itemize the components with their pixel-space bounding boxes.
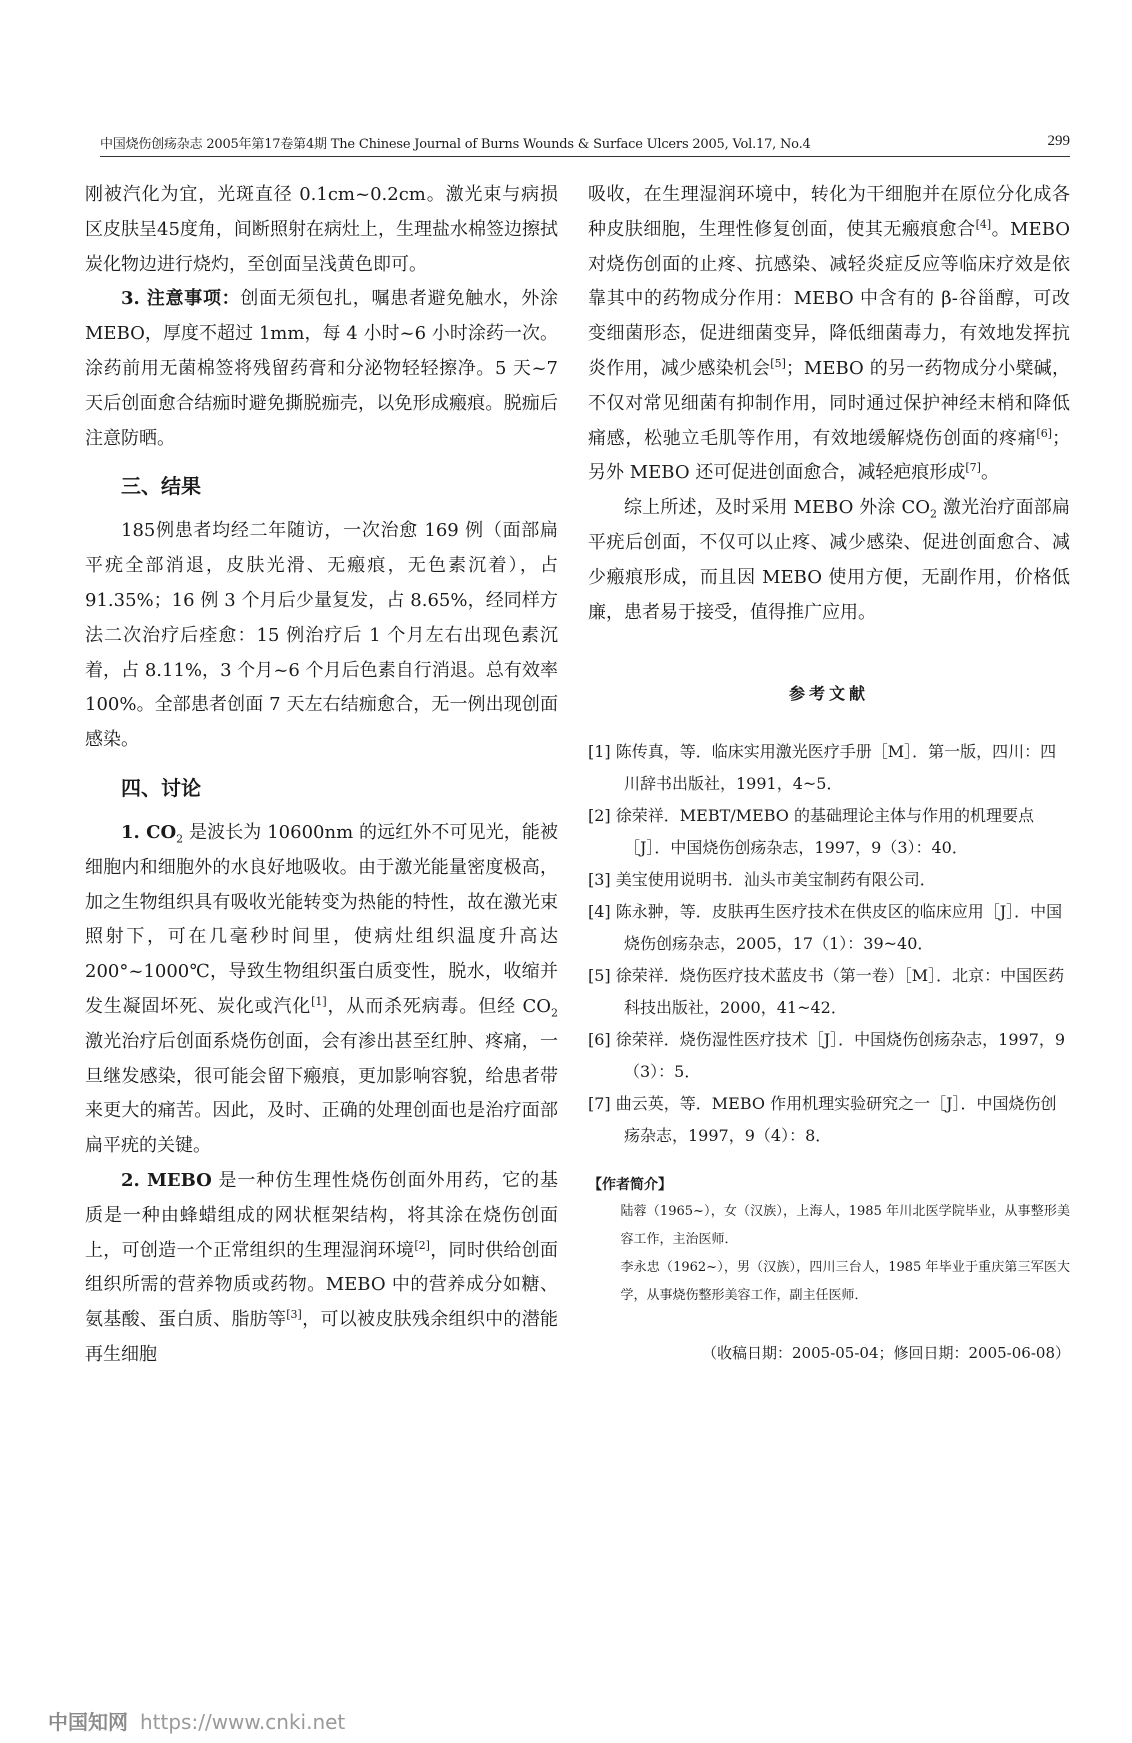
citation-1: [1] xyxy=(311,994,327,1008)
co2-text-b: ，从而杀死病毒。但经 CO xyxy=(326,995,551,1017)
paragraph-continuation: 刚被汽化为宜，光斑直径 0.1cm~0.2cm。激光束与病损区皮肤呈45度角，间断照射在病灶上，生理盐水棉签边擦拭炭化物边进行烧灼，至创面呈浅黄色即可。 xyxy=(85,184,558,275)
author-bio-heading: 【作者简介】 xyxy=(588,1177,672,1194)
co2-subscript-2: 2 xyxy=(551,1006,558,1020)
reference-item: [5] 徐荣祥．烧伤医疗技术蓝皮书（第一卷）［M］．北京：中国医药科技出版社，2000，41~42． xyxy=(588,966,1065,1018)
co2-text-a: 是波长为 10600nm 的远红外不可见光，能被细胞内和细胞外的水良好地吸收。由于激光能量密度极高，加之生物组织具有吸收光能转变为热能的特性，故在激光束照射下，可在几毫秒时间里，使病灶组织温度升高达 200°~1000℃，导致生物组织蛋白质变性，脱水，收缩并发生凝固坏死、炭化或汽化 xyxy=(85,821,558,1017)
co2-text-c: 激光治疗后创面系烧伤创面，会有渗出甚至红肿、疼痛，一旦继发感染，很可能会留下瘢痕，更加影响容貌，给患者带来更大的痛苦。因此，及时、正确的处理创面也是治疗面部扁平疣的关键。 xyxy=(85,1030,558,1157)
cnki-url[interactable]: https://www.cnki.net xyxy=(140,1710,346,1734)
reference-item: [4] 陈永翀，等．皮肤再生医疗技术在供皮区的临床应用［J］．中国烧伤创疡杂志，2005，17（1）：39~40． xyxy=(588,902,1063,954)
reference-item: [2] 徐荣祥．MEBT/MEBO 的基础理论主体与作用的机理要点［J］．中国烧伤创疡杂志，1997，9（3）：40． xyxy=(588,806,1034,858)
mebo-cont-b: 。MEBO 对烧伤创面的止疼、抗感染、减轻炎症反应等临床疗效是依靠其中的药物成分作用：MEBO 中含有的 β-谷甾醇，可改变细菌形态，促进细菌变异，降低细菌毒力，有效地发挥抗炎作用，减少感染机会 xyxy=(588,218,1071,379)
mebo-cont-e: 。 xyxy=(980,462,999,484)
header-rule xyxy=(100,156,1070,157)
citation-4: [4] xyxy=(975,217,992,231)
co2-subscript: 2 xyxy=(176,832,184,846)
cnki-brand: 中国知网 xyxy=(48,1710,128,1734)
mebo-cont-c: ；MEBO 的另一药物成分小檗碱，不仅对常见细菌有抑制作用，同时通过保护神经末梢和降低痛感，松驰立毛肌等作用，有效地缓解烧伤创面的疼痛 xyxy=(588,357,1071,449)
paragraph-conclusion xyxy=(588,491,1070,630)
page-number: 299 xyxy=(1047,133,1070,149)
precautions-text: 创面无须包扎，嘱患者避免触水，外涂 MEBO，厚度不超过 1mm，每 4 小时~6 小时涂药一次。涂药前用无菌棉签将残留药膏和分泌物轻轻擦净。5 天~7 天后创面愈合结痂时避免撕脱痂壳，以免形成瘢痕。脱痂后注意防晒。 xyxy=(85,288,558,449)
conclusion-a: 综上所述，及时采用 MEBO 外涂 CO xyxy=(624,497,931,519)
author-bio-2: 李永忠（1962~），男（汉族），四川三台人，1985 年毕业于重庆第三军医大学，从事烧伤整形美容工作，副主任医师． xyxy=(620,1260,1070,1304)
paragraph-mebo-continued xyxy=(588,178,1070,491)
references-title: 参考文献 xyxy=(788,684,869,704)
mebo-cont-a: 吸收，在生理湿润环境中，转化为干细胞并在原位分化成各种皮肤细胞，生理性修复创面，使其无瘢痕愈合 xyxy=(588,184,1070,240)
mebo-label: 2. MEBO xyxy=(121,1169,212,1191)
section-heading-discussion: 四、讨论 xyxy=(121,775,201,800)
conclusion-b: 激光治疗面部扁平疣后创面，不仅可以止疼、减少感染、促进创面愈合、减少瘢痕形成，而且因 MEBO 使用方便，无副作用，价格低廉，患者易于接受，值得推广应用。 xyxy=(588,497,1070,623)
paragraph-results: 185例患者均经二年随访，一次治愈 169 例（面部扁平疣全部消退，皮肤光滑、无瘢痕，无色素沉着），占 91.35%；16 例 3 个月后少量复发，占 8.65%，经同样方法二次治疗后痊愈：15 例治疗后 1 个月左右出现色素沉着，占 8.11%，3 个月~6 个月后色素自行消退。总有效率 100%。全部患者创面 7 天左右结痂愈合，无一例出现创面感染。 xyxy=(85,520,558,751)
citation-2: [2] xyxy=(414,1238,430,1252)
reference-item: [1] 陈传真，等．临床实用激光医疗手册［M］．第一版，四川：四川辞书出版社，1991，4~5． xyxy=(588,742,1057,794)
citation-3: [3] xyxy=(286,1308,302,1322)
precautions-label: 3. 注意事项： xyxy=(121,288,241,310)
mebo-text-b: ，同时供给创面组织所需的营养物质或药物。MEBO 中的营养成分如糖、氨基酸、蛋白质、脂肪等 xyxy=(85,1239,559,1331)
paragraph-mebo xyxy=(85,1164,558,1373)
reference-item: [7] 曲云英，等．MEBO 作用机理实验研究之一［J］．中国烧伤创疡杂志，1997，9（4）：8． xyxy=(588,1094,1057,1146)
left-column xyxy=(85,178,558,1373)
reference-item: [3] 美宝使用说明书．汕头市美宝制药有限公司． xyxy=(588,870,936,890)
received-dates: （收稿日期：2005-05-04；修回日期：2005-06-08） xyxy=(702,1344,1070,1363)
running-header xyxy=(100,133,1070,155)
section-heading-results: 三、结果 xyxy=(121,474,201,499)
cnki-watermark xyxy=(48,1706,345,1735)
co2-subscript-3: 2 xyxy=(930,507,938,521)
mebo-text-c: ，可以被皮肤残余组织中的潜能再生细胞 xyxy=(85,1309,559,1365)
author-bio-1: 陆蓉（1965~），女（汉族），上海人，1985 年川北医学院毕业，从事整形美容工作，主治医师． xyxy=(620,1204,1070,1248)
citation-5: [5] xyxy=(770,356,786,370)
paragraph-precautions xyxy=(85,282,558,456)
reference-list xyxy=(588,736,1070,1152)
paragraph-co2 xyxy=(85,816,558,1164)
journal-citation: 中国烧伤创疡杂志 2005年第17卷第4期 The Chinese Journal of Burns Wounds & Surface Ulcers 2005, Vol.17, No.4 xyxy=(100,137,811,152)
co2-label: 1. CO xyxy=(121,821,177,843)
right-column xyxy=(588,178,1070,1366)
mebo-text-a: 是一种仿生理性烧伤创面外用药，它的基质是一种由蜂蜡组成的网状框架结构，将其涂在烧伤创面上，可创造一个正常组织的生理湿润环境 xyxy=(85,1169,558,1261)
citation-6: [6] xyxy=(1036,426,1052,440)
mebo-cont-d: ；另外 MEBO 还可促进创面愈合，减轻疤痕形成 xyxy=(588,427,1070,484)
reference-item: [6] 徐荣祥．烧伤湿性医疗技术［J］．中国烧伤创疡杂志，1997，9（3）：5． xyxy=(588,1030,1066,1082)
citation-7: [7] xyxy=(965,461,981,475)
